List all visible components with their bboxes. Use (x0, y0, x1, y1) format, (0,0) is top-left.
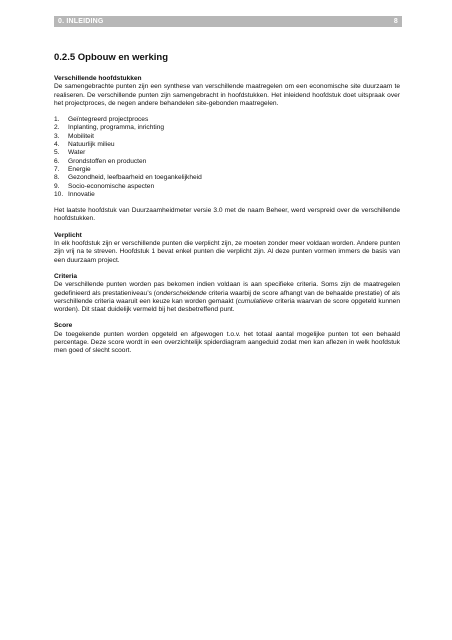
list-item (54, 174, 400, 182)
list-item (54, 158, 400, 166)
criteria-heading: Criteria (54, 272, 78, 280)
section-title: 0.2.5 Opbouw en werking (54, 52, 169, 63)
page-number: 8 (393, 18, 398, 25)
list-label: Inplanting, programma, inrichting (68, 124, 165, 132)
criteria-text (54, 281, 400, 314)
criteria-text-part: criteria waarvan de score opgeteld kunnen worden). Dit staat duidelijk vermeld bij het desbetreffend punt. (54, 297, 400, 314)
hoofdstukken-intro: De samengebrachte punten zijn een synthese van verschillende maatregelen om een economische site duurzaam te realiseren. De verschillende punten zijn samengebracht in hoofdstukken. Het inleidend hoofdstuk doet uitspraak over het projectproces, de negen andere behandelen site-gebonden maatregelen. (54, 83, 400, 107)
list-label: Water (68, 149, 86, 157)
list-label: Gezondheid, leefbaarheid en toegankelijkheid (68, 174, 202, 182)
criteria-emphasis: onderscheidende (155, 289, 207, 297)
page-header (54, 16, 402, 27)
list-number: 2. (54, 124, 60, 132)
hoofdstukken-section (54, 75, 400, 224)
page-content (54, 52, 400, 364)
list-item (54, 166, 400, 174)
score-section (54, 322, 400, 355)
list-number: 3. (54, 132, 60, 140)
list-number: 7. (54, 165, 60, 173)
list-item (54, 133, 400, 141)
criteria-text-part: criteria waarbij de score afhangt van de behaalde prestatie) of als verschillende criteria waaruit een keuze kan worden gemaakt ( (54, 289, 401, 305)
criteria-emphasis: cumulatieve (237, 297, 273, 305)
list-item (54, 183, 400, 191)
score-heading: Score (54, 322, 73, 330)
list-number: 5. (54, 149, 60, 157)
list-item (54, 191, 400, 199)
score-text: De toegekende punten worden opgeteld en afgewogen t.o.v. het totaal aantal mogelijke punten tot een behaald percentage. Deze score wordt in een overzichtelijk spiderdiagram aangeduid zodat men kan aflezen in welk hoofdstuk men goed of slecht scoort. (54, 330, 400, 355)
list-label: Natuurlijk milieu (68, 141, 115, 149)
list-number: 9. (54, 182, 60, 190)
list-item (54, 141, 400, 149)
list-label: Energie (68, 165, 91, 173)
list-label: Mobiliteit (68, 132, 95, 140)
hoofdstukken-outro: Het laatste hoofdstuk van Duurzaamheidmeter versie 3.0 met de naam Beheer, werd verspreid over de verschillende hoofdstukken. (54, 207, 400, 223)
criteria-text-part: De verschillende punten worden pas bekomen indien voldaan is aan specifieke criteria. Soms zijn de maatregelen gedefinieerd als prestatieniveau’s ( (54, 281, 400, 297)
chapter-title: 0. INLEIDING (58, 18, 104, 25)
hoofdstukken-heading: Verschillende hoofdstukken (54, 75, 142, 82)
chapter-list (54, 116, 400, 199)
list-number: 6. (54, 157, 60, 165)
verplicht-section (54, 232, 400, 265)
verplicht-heading: Verplicht (54, 231, 82, 239)
list-number: 8. (54, 174, 60, 182)
list-label: Socio-economische aspecten (68, 182, 155, 190)
list-number: 4. (54, 141, 60, 149)
verplicht-text: In elk hoofdstuk zijn er verschillende punten die verplicht zijn, ze moeten zonder meer voldaan worden. Andere punten zijn vrij na te streven. Hoofdstuk 1 bevat enkel punten die verplicht zijn. Al deze punten vormen immers de basis van een duurzaam project. (54, 240, 400, 264)
list-label: Grondstoffen en producten (68, 157, 147, 165)
list-label: Geïntegreerd projectproces (68, 116, 149, 124)
list-item (54, 116, 400, 124)
list-label: Innovatie (68, 190, 95, 198)
list-item (54, 149, 400, 157)
list-number: 1. (54, 116, 60, 124)
criteria-section (54, 273, 400, 314)
list-number: 10. (54, 190, 64, 198)
list-item (54, 124, 400, 132)
